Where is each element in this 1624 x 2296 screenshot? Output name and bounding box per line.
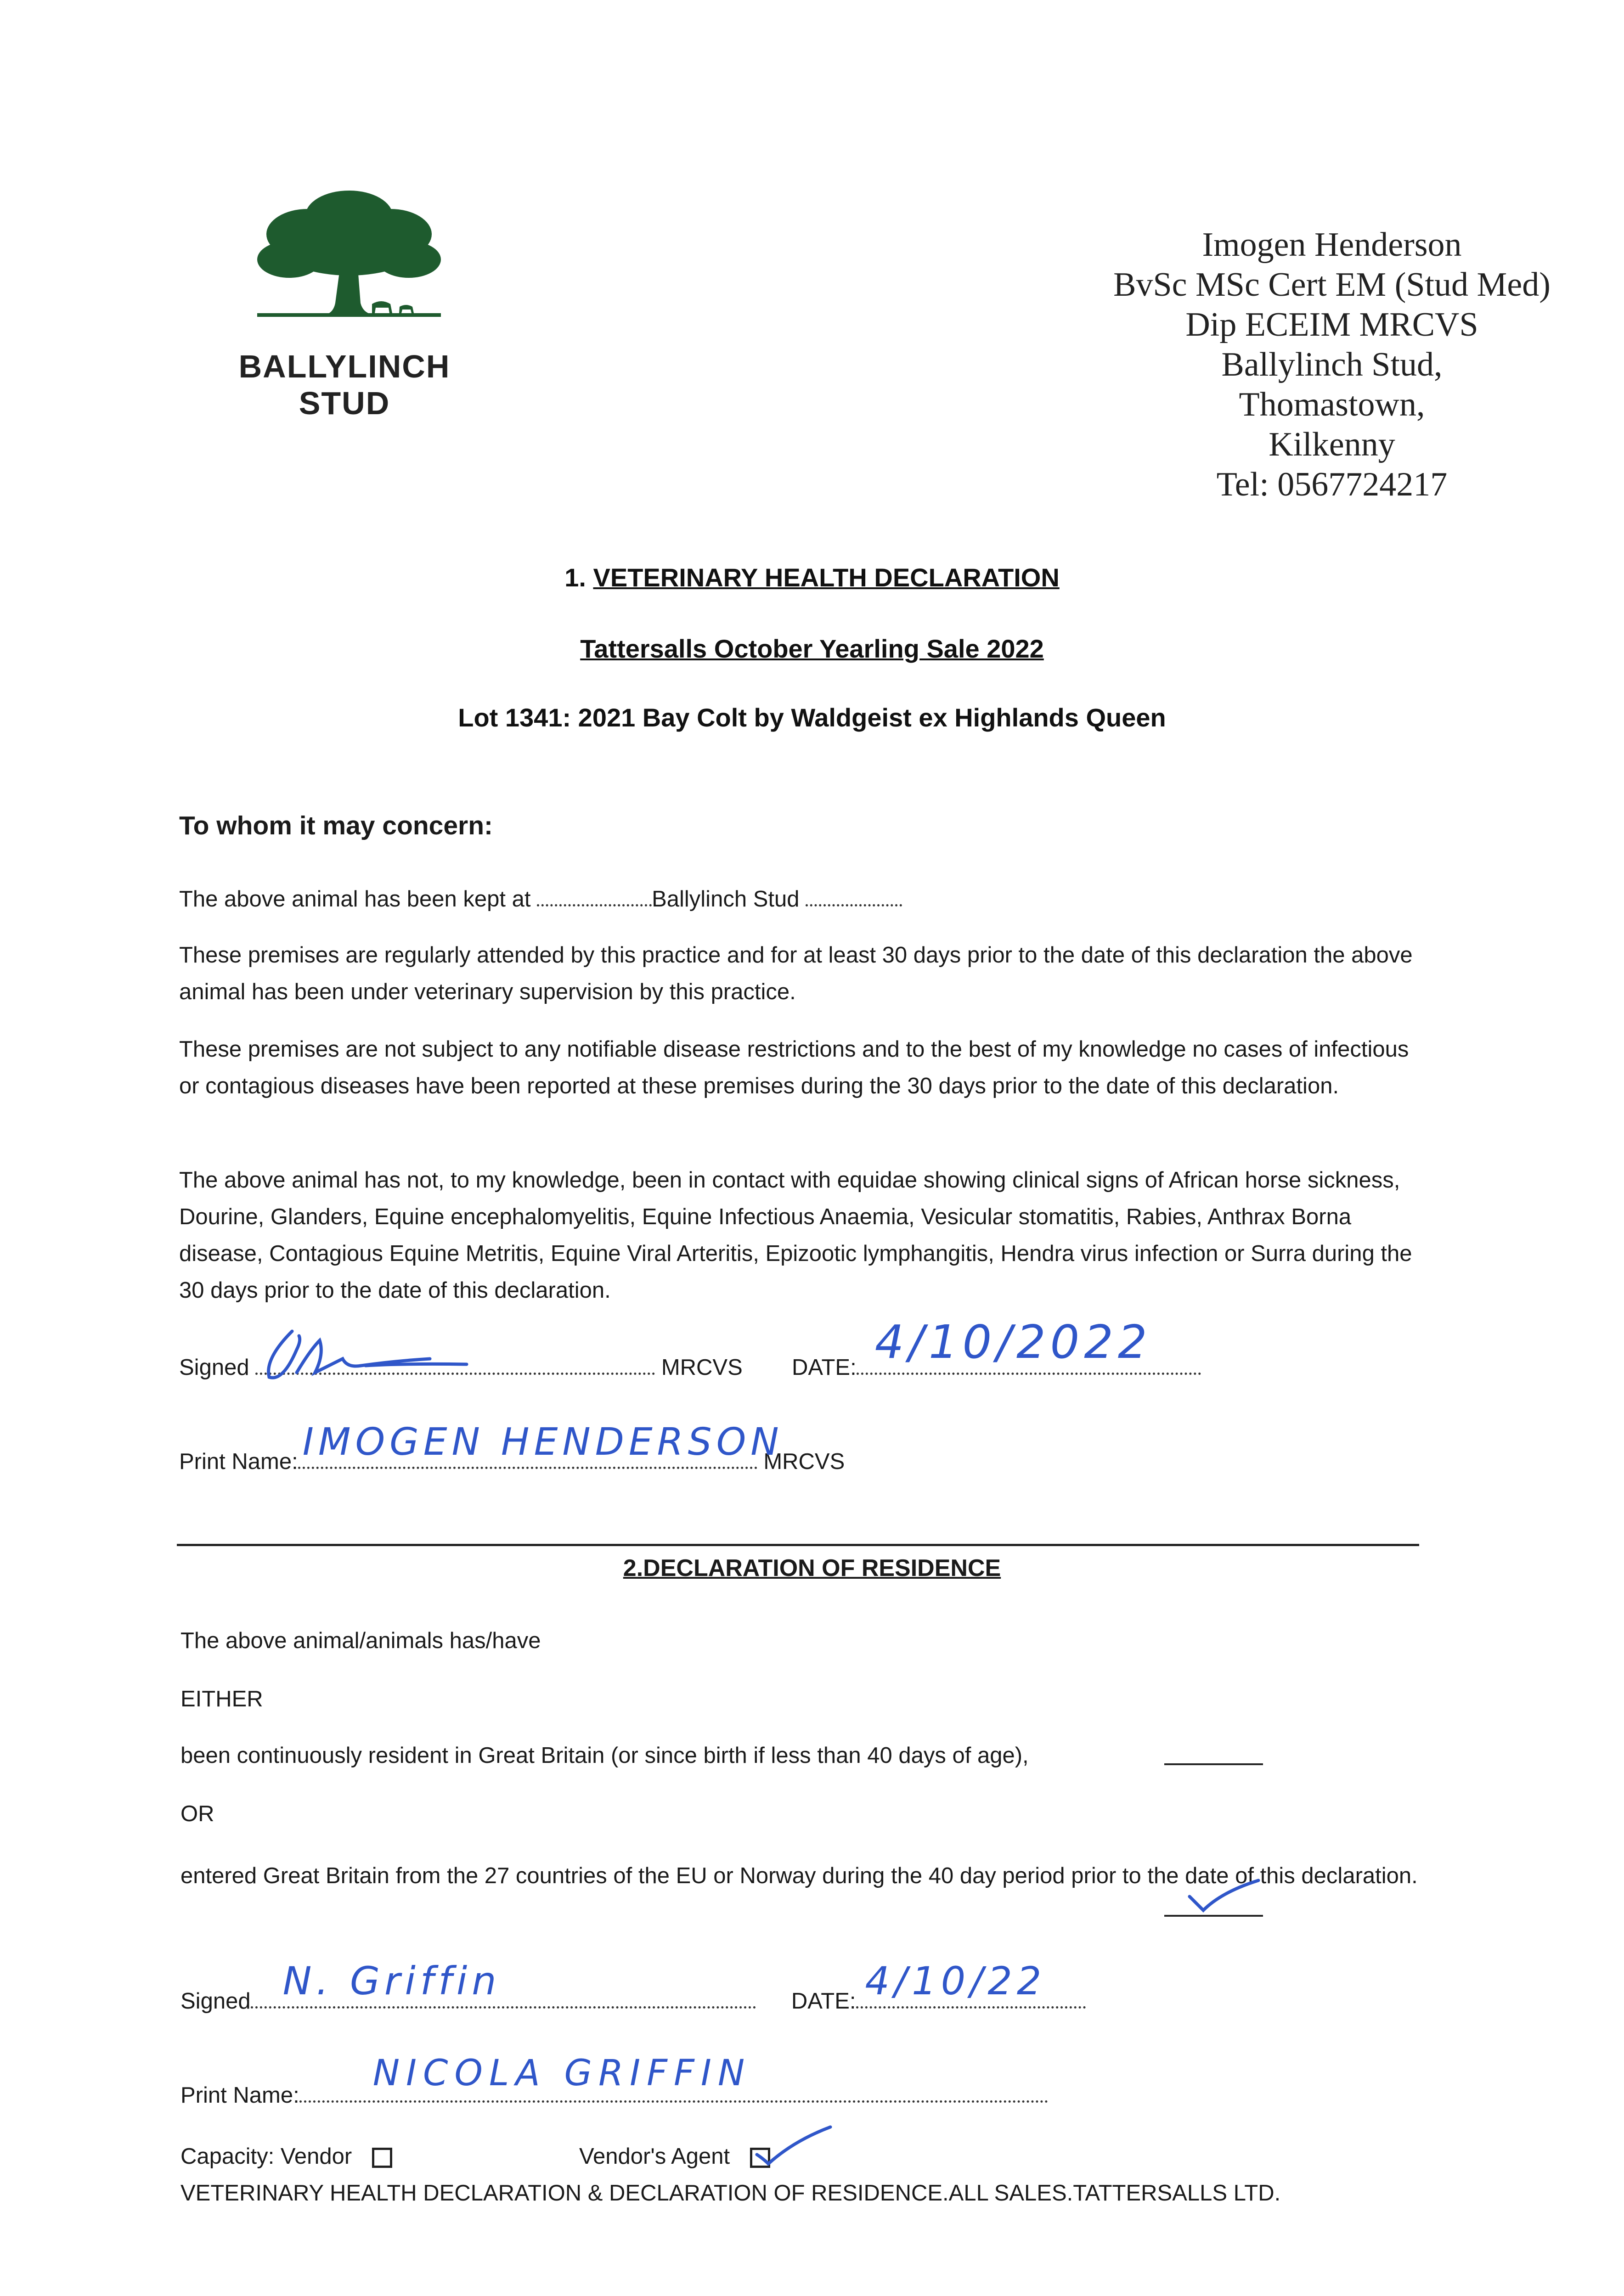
vendor-checkbox[interactable] — [372, 2148, 392, 2168]
address-line: Tel: 0567724217 — [1216, 466, 1448, 503]
signature-field — [255, 1373, 655, 1375]
vendors-agent-label: Vendor's Agent — [579, 2144, 730, 2169]
kept-at-line — [179, 881, 1428, 917]
lot-title: Lot 1341: 2021 Bay Colt by Waldgeist ex Highlands Queen — [458, 703, 1166, 732]
signed-label: Signed — [179, 1355, 249, 1380]
dotted-leader — [537, 904, 652, 906]
greeting: To whom it may concern: — [179, 811, 493, 840]
checkmark-icon — [752, 2122, 835, 2168]
checkmark-icon — [1185, 1878, 1263, 1915]
address-line: Dip ECEIM MRCVS — [1185, 306, 1478, 343]
vendor-print-name-line — [180, 2053, 1048, 2108]
brand-name-line1: BALLYLINCH — [238, 349, 451, 384]
footer-text: VETERINARY HEALTH DECLARATION & DECLARATION OF RESIDENCE.ALL SALES.TATTERSALLS LTD. — [180, 2181, 1281, 2206]
date-field — [857, 1315, 1201, 1375]
either-label: EITHER — [180, 1687, 263, 1711]
continuous-residence-answer-line[interactable] — [1164, 1763, 1263, 1765]
vendor-signature-line — [180, 1958, 1086, 2014]
mrcvs-label: MRCVS — [763, 1449, 845, 1474]
kept-at-value: Ballylinch Stud — [652, 887, 800, 912]
residence-declaration-title: 2.DECLARATION OF RESIDENCE — [623, 1555, 1001, 1581]
entered-gb-option: entered Great Britain from the 27 countries of the EU or Norway during the 40 day period prior to the date of this declaration. — [180, 1863, 1418, 1888]
health-declaration-title — [0, 563, 1624, 592]
print-name-label: Print Name: — [179, 1449, 298, 1474]
vendor-print-name-field — [299, 2053, 1048, 2103]
sale-title: Tattersalls October Yearling Sale 2022 — [580, 634, 1044, 663]
address-line: BvSc MSc Cert EM (Stud Med) — [1113, 266, 1551, 304]
brand-name-line2: STUD — [299, 385, 390, 421]
handwritten-signature-icon — [255, 1322, 476, 1391]
or-label: OR — [180, 1801, 214, 1826]
vet-signature-line — [179, 1315, 1201, 1380]
capacity-line — [180, 2144, 770, 2169]
vet-print-name-line — [179, 1420, 845, 1474]
print-name-field — [298, 1420, 784, 1469]
entered-gb-answer-line[interactable] — [1164, 1915, 1263, 1917]
section-number: 1. — [564, 563, 586, 592]
section-title: VETERINARY HEALTH DECLARATION — [593, 563, 1060, 592]
section-divider — [177, 1544, 1419, 1546]
vet-address-block — [1056, 225, 1607, 505]
restrictions-paragraph: These premises are not subject to any notifiable disease restrictions and to the best of my knowledge no cases of infectious or contagious diseases have been reported at these premises during the 30 days prior to the date of this declaration. — [179, 1037, 1409, 1098]
handwritten-vendor-date: 4/10/22 — [865, 1958, 1046, 2003]
capacity-label: Capacity: Vendor — [180, 2144, 352, 2169]
contact-paragraph: The above animal has not, to my knowledge, been in contact with equidae showing clinical signs of African horse sickness, Dourine, Glanders, Equine encephalomyelitis, Equine Infectious Anaemia, Vesicular stomatitis, Rabies, Anthrax Borna disease, Contagious Equine Metritis, Equine Viral Arteritis, Epizootic lymphangitis, Hendra virus infection or Surra during the 30 days prior to the date of this declaration. — [179, 1168, 1412, 1303]
vendor-date-field — [856, 1958, 1086, 2009]
residence-intro: The above animal/animals has/have — [180, 1628, 541, 1653]
handwritten-vendor-signature: N. Griffin — [282, 1958, 501, 2003]
address-line: Ballylinch Stud, — [1221, 346, 1443, 383]
vendor-signature-field — [251, 1958, 756, 2009]
print-name-label: Print Name: — [180, 2083, 299, 2108]
address-line: Kilkenny — [1269, 426, 1395, 463]
continuous-residence-option: been continuously resident in Great Britain (or since birth if less than 40 days of age), — [180, 1743, 1029, 1768]
kept-at-label: The above animal has been kept at — [179, 887, 531, 912]
handwritten-date: 4/10/2022 — [874, 1315, 1152, 1369]
attended-paragraph: These premises are regularly attended by this practice and for at least 30 days prior to the date of this declaration the above animal has been under veterinary supervision by this practice. — [179, 943, 1413, 1004]
date-label: DATE: — [792, 1355, 857, 1380]
handwritten-print-name: IMOGEN HENDERSON — [302, 1420, 784, 1464]
dotted-leader — [806, 904, 902, 906]
handwritten-vendor-print-name: NICOLA GRIFFIN — [372, 2053, 751, 2094]
signed-label: Signed — [180, 1989, 251, 2014]
address-line: Thomastown, — [1239, 386, 1425, 423]
address-line: Imogen Henderson — [1202, 226, 1462, 264]
date-label: DATE: — [791, 1989, 856, 2014]
brand-name — [207, 348, 482, 422]
mrcvs-label: MRCVS — [661, 1355, 743, 1380]
vendors-agent-checkbox[interactable] — [750, 2148, 770, 2168]
